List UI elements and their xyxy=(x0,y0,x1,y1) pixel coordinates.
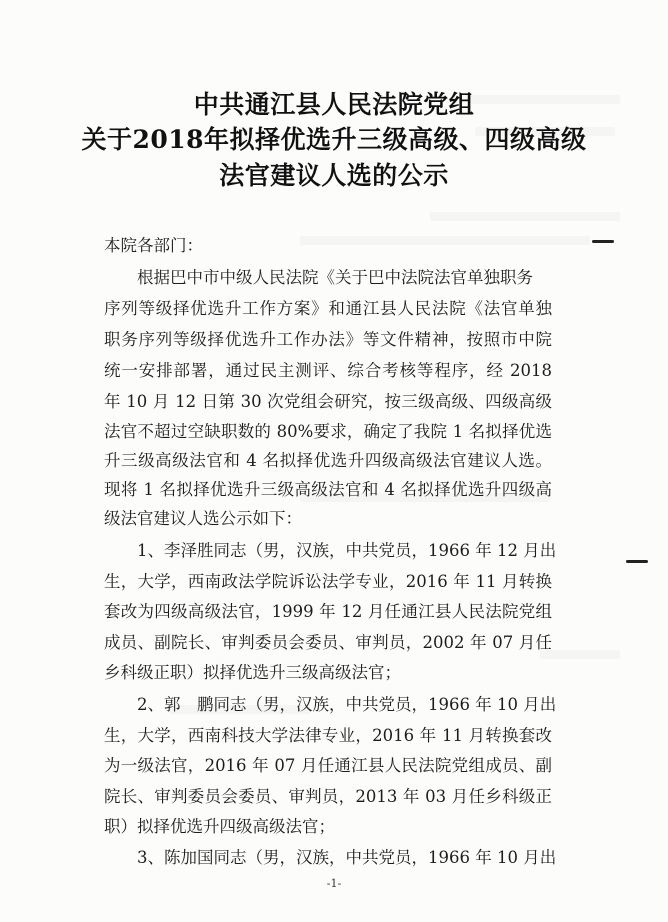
candidate-2-line: 生，大学，西南科技大学法律专业，2016 年 11 月转换套改 xyxy=(104,726,552,745)
intro-line: 现将 1 名拟择优选升三级高级法官和 4 名拟择优选升四级高 xyxy=(104,480,552,499)
intro-line: 根据巴中市中级人民法院《关于巴中法院法官单独职务 xyxy=(137,268,533,287)
candidate-2-line: 为一级法官，2016 年 07 月任通江县人民法院党组成员、副 xyxy=(104,756,552,775)
intro-line: 法官不超过空缺职数的 80%要求，确定了我院 1 名拟择优选 xyxy=(104,422,552,441)
intro-line: 级法官建议人选公示如下： xyxy=(104,509,302,528)
document-title-line-1: 中共通江县人民法院党组 xyxy=(193,90,475,119)
candidate-2-line: 2、郭 鹏同志（男，汉族，中共党员，1966 年 10 月出 xyxy=(137,695,557,714)
candidate-1-line: 乡科级正职）拟择优选升三级高级法官； xyxy=(104,663,401,682)
bleed-through-mark xyxy=(300,236,590,245)
bleed-through-mark xyxy=(540,650,620,659)
candidate-1-line: 套改为四级高级法官，1999 年 12 月任通江县人民法院党组 xyxy=(104,602,552,621)
candidate-2-line: 院长、审判委员会委员、审判员，2013 年 03 月任乡科级正 xyxy=(104,787,552,806)
binding-mark xyxy=(592,240,614,243)
binding-mark xyxy=(626,560,648,563)
candidate-3-line: 3、陈加国同志（男，汉族，中共党员，1966 年 10 月出 xyxy=(137,848,557,867)
candidate-2-line: 职）拟择优选升四级高级法官； xyxy=(104,817,335,836)
intro-line: 序列等级择优选升工作方案》和通江县人民法院《法官单独 xyxy=(104,299,552,318)
intro-line: 年 10 月 12 日第 30 次党组会研究，按三级高级、四级高级 xyxy=(104,392,552,411)
intro-line: 职务序列等级择优选升工作办法》等文件精神，按照市中院 xyxy=(104,330,552,349)
page-number: -1- xyxy=(326,877,342,890)
bleed-through-mark xyxy=(430,212,620,221)
candidate-1-line: 成员、副院长、审判委员会委员、审判员，2002 年 07 月任 xyxy=(104,633,552,652)
document-title-line-3: 法官建议人选的公示 xyxy=(219,161,449,190)
document-title-line-2: 关于2018年拟择优选升三级高级、四级高级 xyxy=(81,125,587,154)
candidate-1-line: 1、李泽胜同志（男，汉族，中共党员，1966 年 12 月出 xyxy=(137,541,557,560)
candidate-1-line: 生，大学，西南政法学院诉讼法学专业，2016 年 11 月转换 xyxy=(104,572,552,591)
salutation: 本院各部门： xyxy=(104,236,203,255)
intro-line: 统一安排部署，通过民主测评、综合考核等程序，经 2018 xyxy=(104,361,552,380)
intro-line: 升三级高级法官和 4 名拟择优选升四级高级法官建议人选。 xyxy=(104,451,552,470)
